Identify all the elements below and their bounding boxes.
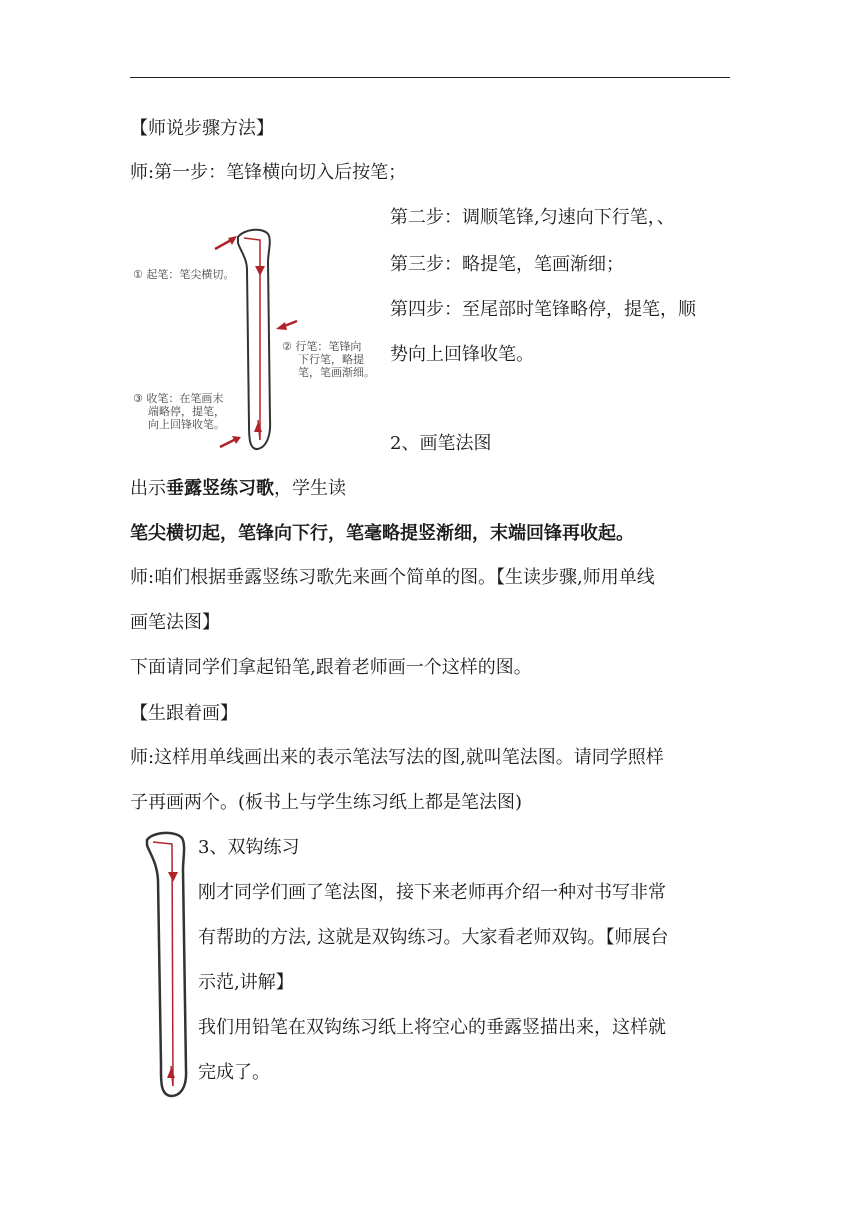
figure-label-1: ① 起笔：笔尖横切。 — [133, 268, 235, 281]
section3-p2-line2: 完成了。 — [198, 1062, 270, 1083]
figure-label-3-line3: 向上回锋收笔。 — [148, 418, 225, 431]
intro-song-title: 垂露竖练习歌 — [166, 478, 274, 499]
step2-text: 第二步：调顺笔锋,匀速向下行笔，、 — [390, 207, 675, 228]
double-hook-outline — [147, 833, 186, 1096]
intro-suffix: ，学生读 — [274, 478, 346, 499]
figure-label-2-line2: 下行笔，略提 — [298, 353, 364, 366]
figure-label-2-line1: ② 行笔：笔锋向 — [282, 340, 362, 353]
step3-text: 第三步：略提笔，笔画渐细； — [390, 254, 624, 275]
section1-heading: 【师说步骤方法】 — [130, 118, 274, 139]
figure-label-3-line2: 端略停，提笔， — [148, 405, 225, 418]
section3-heading: 3、双钩练习 — [198, 837, 300, 858]
section3-p1-line3: 示范,讲解】 — [198, 972, 294, 993]
section2-p4-line2: 子再画两个。(板书上与学生练习纸上都是笔法图) — [130, 792, 523, 813]
step4-text-line2: 势向上回锋收笔。 — [390, 344, 534, 365]
step4-text-line1: 第四步：至尾部时笔锋略停，提笔，顺 — [390, 299, 696, 320]
step1-text: 师:第一步：笔锋横向切入后按笔； — [130, 162, 407, 183]
section3-p2-line1: 我们用铅笔在双钩练习纸上将空心的垂露竖描出来，这样就 — [198, 1017, 666, 1038]
figure-label-3-line1: ③ 收笔：在笔画末 — [133, 392, 224, 405]
section2-p4-line1: 师:这样用单线画出来的表示笔法写法的图,就叫笔法图。请同学照样 — [130, 747, 664, 768]
section3-p1-line2: 有帮助的方法, 这就是双钩练习。大家看老师双钩。【师展台 — [198, 927, 669, 948]
intro-prefix: 出示 — [130, 478, 166, 499]
section2-p3: 【生跟着画】 — [130, 703, 238, 724]
section2-p1-line1: 师:咱们根据垂露竖练习歌先来画个简单的图。【生读步骤,师用单线 — [130, 567, 655, 588]
song-text: 笔尖横切起，笔锋向下行，笔毫略提竖渐细，末端回锋再收起。 — [130, 523, 634, 544]
figure-label-2-line3: 笔，笔画渐细。 — [298, 366, 375, 379]
section2-heading: 2、画笔法图 — [390, 433, 492, 454]
section3-p1-line1: 刚才同学们画了笔法图，接下来老师再介绍一种对书写非常 — [198, 882, 666, 903]
section2-p1-line2: 画笔法图】 — [130, 612, 220, 633]
section2-p2: 下面请同学们拿起铅笔,跟着老师画一个这样的图。 — [130, 657, 532, 678]
